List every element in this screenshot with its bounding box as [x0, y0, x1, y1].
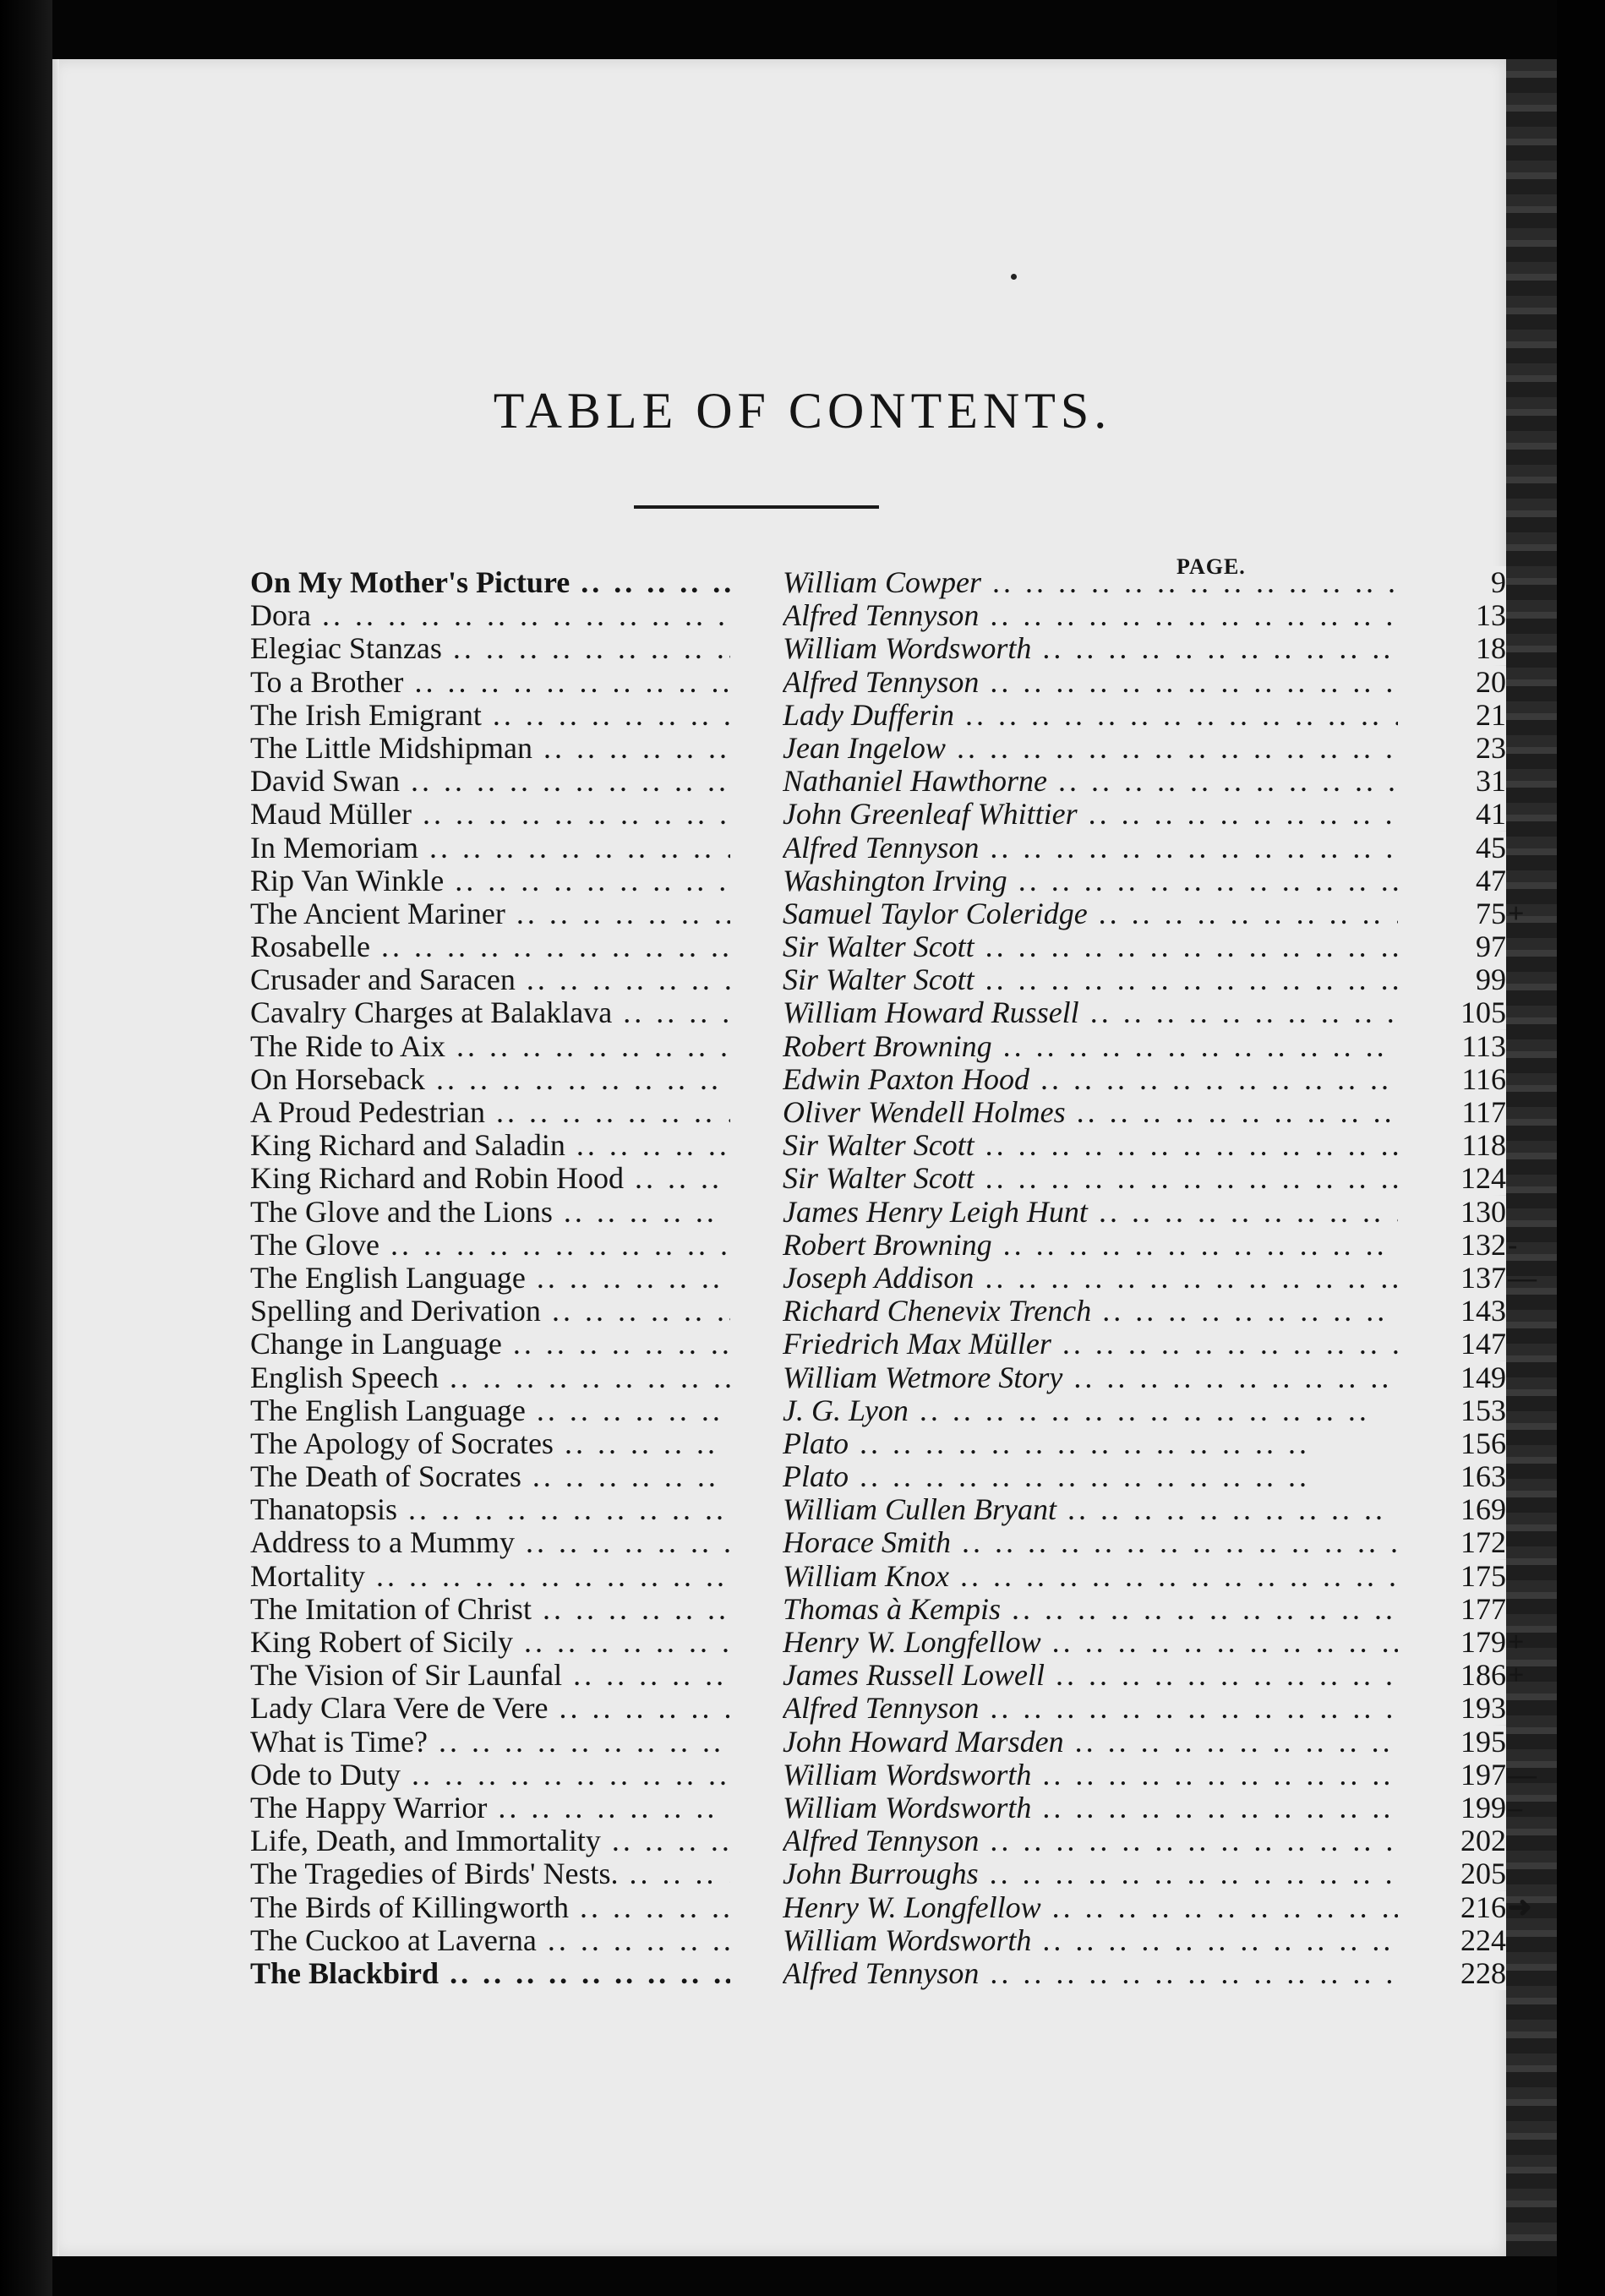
- entry-page-number: 45: [1406, 832, 1506, 864]
- entry-title: To a Brother .. ..: [250, 666, 730, 699]
- toc-entry: [250, 1824, 1506, 1858]
- entry-page-number: 105: [1406, 996, 1506, 1029]
- entry-author: Lady Dufferin .. ..: [783, 699, 1398, 732]
- entry-author: Alfred Tennyson .. ..: [783, 666, 1398, 699]
- entry-author: Alfred Tennyson .. ..: [783, 599, 1398, 632]
- entry-author: Sir Walter Scott .. ..: [783, 930, 1398, 963]
- entry-page-number: 177: [1406, 1593, 1506, 1626]
- entry-title: The Cuckoo at Laverna .. ..: [250, 1924, 730, 1957]
- toc-entry: [250, 963, 1506, 997]
- entry-title: Dora .. ..: [250, 599, 730, 632]
- scan-right-border: [1557, 0, 1605, 2296]
- entry-page-number: 228: [1406, 1957, 1506, 1990]
- entry-author: John Burroughs .. ..: [783, 1857, 1398, 1890]
- entry-title: Elegiac Stanzas .. ..: [250, 632, 730, 665]
- entry-author: Horace Smith .. ..: [783, 1526, 1398, 1559]
- entry-title: The Death of Socrates .. ..: [250, 1460, 730, 1493]
- entry-page-number: 124: [1406, 1162, 1506, 1195]
- entry-title: Cavalry Charges at Balaklava .. ..: [250, 996, 730, 1029]
- page-title: TABLE OF CONTENTS.: [493, 383, 1112, 439]
- toc-entry: [250, 631, 1506, 666]
- toc-entry: [250, 1525, 1506, 1560]
- entry-author: Sir Walter Scott .. ..: [783, 963, 1398, 996]
- entry-page-number: 224: [1406, 1924, 1506, 1957]
- entry-title: In Memoriam .. ..: [250, 832, 730, 864]
- entry-page-number: 113: [1406, 1030, 1506, 1063]
- entry-author: Plato .. ..: [783, 1460, 1398, 1493]
- entry-author: Thomas à Kempis .. ..: [783, 1593, 1398, 1626]
- toc-entry: [250, 1459, 1506, 1494]
- entry-title: The Irish Emigrant .. ..: [250, 699, 730, 732]
- entry-page-number: 195: [1406, 1726, 1506, 1759]
- entry-page-number: 147: [1406, 1328, 1506, 1361]
- scan-left-border: [0, 0, 52, 2296]
- entry-page-number: 132: [1406, 1229, 1506, 1262]
- entry-title: The Little Midshipman .. ..: [250, 732, 730, 765]
- entry-page-number: 143: [1406, 1295, 1506, 1328]
- entry-author: Joseph Addison .. ..: [783, 1262, 1398, 1295]
- entry-page-number: 116: [1406, 1063, 1506, 1096]
- entry-page-number: 21: [1406, 699, 1506, 732]
- toc-entry: [250, 1128, 1506, 1163]
- entry-author: Alfred Tennyson .. ..: [783, 1692, 1398, 1725]
- entry-author: Oliver Wendell Holmes .. ..: [783, 1096, 1398, 1129]
- entry-author: William Cullen Bryant .. ..: [783, 1493, 1398, 1526]
- handwritten-mark: —: [1508, 1262, 1537, 1294]
- toc-entry: [250, 1955, 1506, 1990]
- entry-author: Sir Walter Scott .. ..: [783, 1129, 1398, 1162]
- entry-title: Change in Language .. ..: [250, 1328, 730, 1361]
- entry-page-number: 199: [1406, 1792, 1506, 1824]
- entry-author: Robert Browning .. ..: [783, 1030, 1398, 1063]
- toc-entry: [250, 1194, 1506, 1229]
- entry-title: Maud Müller .. ..: [250, 798, 730, 831]
- entry-page-number: 163: [1406, 1460, 1506, 1493]
- entry-author: John Greenleaf Whittier .. ..: [783, 798, 1398, 831]
- entry-author: Friedrich Max Müller .. ..: [783, 1328, 1398, 1361]
- entry-author: Sir Walter Scott .. ..: [783, 1162, 1398, 1195]
- entry-title: The Blackbird .. ..: [250, 1957, 730, 1990]
- entry-page-number: 99: [1406, 963, 1506, 996]
- handwritten-mark: -: [1508, 1229, 1518, 1261]
- toc-entry: [250, 1857, 1506, 1891]
- entry-author: J. G. Lyon .. ..: [783, 1394, 1398, 1427]
- entry-author: William Cowper .. ..: [783, 566, 1398, 599]
- toc-entry: [250, 764, 1506, 799]
- entry-author: Plato .. ..: [783, 1427, 1398, 1460]
- entry-page-number: 193: [1406, 1692, 1506, 1725]
- entry-page-number: 31: [1406, 765, 1506, 798]
- handwritten-mark: +: [1508, 1660, 1525, 1692]
- entry-page-number: 75: [1406, 897, 1506, 930]
- entry-title: Crusader and Saracen .. ..: [250, 963, 730, 996]
- entry-author: William Howard Russell .. ..: [783, 996, 1398, 1029]
- toc-entry: [250, 995, 1506, 1030]
- entry-title: The Birds of Killingworth .. ..: [250, 1891, 730, 1924]
- toc-entry: [250, 1890, 1532, 1924]
- entry-title: The Ride to Aix .. ..: [250, 1030, 730, 1063]
- toc-entry: [250, 797, 1506, 832]
- entry-author: Robert Browning .. ..: [783, 1229, 1398, 1262]
- handwritten-mark: –: [1508, 1792, 1522, 1824]
- toc-entry: [250, 1393, 1506, 1427]
- entry-page-number: 169: [1406, 1493, 1506, 1526]
- toc-entry: [250, 598, 1506, 633]
- toc-entry: [250, 1294, 1506, 1328]
- entry-author: Jean Ingelow .. ..: [783, 732, 1398, 765]
- entry-title: A Proud Pedestrian .. ..: [250, 1096, 730, 1129]
- entry-title: Address to a Mummy .. ..: [250, 1526, 730, 1559]
- toc-entry: [250, 1260, 1537, 1295]
- entry-page-number: 197: [1406, 1759, 1506, 1792]
- entry-author: Henry W. Longfellow .. ..: [783, 1891, 1398, 1924]
- entry-title: King Robert of Sicily .. ..: [250, 1626, 730, 1659]
- entry-title: Spelling and Derivation .. ..: [250, 1295, 730, 1328]
- entry-author: William Wordsworth .. ..: [783, 1792, 1398, 1824]
- toc-entry: [250, 930, 1506, 964]
- entry-author: James Henry Leigh Hunt .. ..: [783, 1196, 1398, 1229]
- entry-author: Edwin Paxton Hood .. ..: [783, 1063, 1398, 1096]
- toc-entry: [250, 1625, 1525, 1659]
- table-of-contents-list: [250, 565, 1537, 1990]
- entry-title: The Imitation of Christ .. ..: [250, 1593, 730, 1626]
- toc-entry: [250, 1161, 1506, 1196]
- toc-entry: [250, 565, 1506, 599]
- entry-title: King Richard and Robin Hood .. ..: [250, 1162, 730, 1195]
- toc-entry: [250, 896, 1525, 930]
- entry-page-number: 149: [1406, 1361, 1506, 1394]
- entry-title: On Horseback .. ..: [250, 1063, 730, 1096]
- entry-author: John Howard Marsden .. ..: [783, 1726, 1398, 1759]
- entry-title: The Glove and the Lions .. ..: [250, 1196, 730, 1229]
- entry-page-number: 18: [1406, 632, 1506, 665]
- toc-entry: [250, 1360, 1506, 1394]
- entry-title: The Glove .. ..: [250, 1229, 730, 1262]
- entry-title: The English Language .. ..: [250, 1394, 730, 1427]
- entry-page-number: 137: [1406, 1262, 1506, 1295]
- entry-title: The Apology of Socrates .. ..: [250, 1427, 730, 1460]
- entry-author: Richard Chenevix Trench .. ..: [783, 1295, 1398, 1328]
- entry-page-number: 175: [1406, 1560, 1506, 1593]
- entry-author: Nathaniel Hawthorne .. ..: [783, 765, 1398, 798]
- entry-title: Life, Death, and Immortality .. ..: [250, 1824, 730, 1857]
- entry-page-number: 20: [1406, 666, 1506, 699]
- entry-page-number: 156: [1406, 1427, 1506, 1460]
- entry-page-number: 9: [1406, 566, 1506, 599]
- entry-page-number: 97: [1406, 930, 1506, 963]
- entry-author: Alfred Tennyson .. ..: [783, 1957, 1398, 1990]
- entry-author: William Knox .. ..: [783, 1560, 1398, 1593]
- toc-entry: [250, 664, 1506, 699]
- entry-page-number: 13: [1406, 599, 1506, 632]
- toc-entry: [250, 830, 1506, 864]
- entry-title: The Tragedies of Birds' Nests. .. ..: [250, 1857, 730, 1890]
- entry-page-number: 47: [1406, 864, 1506, 897]
- entry-title: The Ancient Mariner .. ..: [250, 897, 730, 930]
- toc-entry: [250, 863, 1506, 897]
- entry-title: The Vision of Sir Launfal .. ..: [250, 1659, 730, 1692]
- toc-entry: [250, 1426, 1506, 1460]
- entry-author: James Russell Lowell .. ..: [783, 1659, 1398, 1692]
- entry-author: William Wordsworth .. ..: [783, 632, 1398, 665]
- entry-title: David Swan .. ..: [250, 765, 730, 798]
- entry-author: Alfred Tennyson .. ..: [783, 1824, 1398, 1857]
- entry-page-number: 205: [1406, 1857, 1506, 1890]
- toc-entry: [250, 1790, 1522, 1824]
- entry-author: Alfred Tennyson .. ..: [783, 832, 1398, 864]
- toc-entry: [250, 730, 1506, 765]
- entry-title: Thanatopsis .. ..: [250, 1493, 730, 1526]
- entry-page-number: 130: [1406, 1196, 1506, 1229]
- handwritten-mark: ➜: [1508, 1891, 1532, 1923]
- entry-author: William Wordsworth .. ..: [783, 1759, 1398, 1792]
- handwritten-mark: +: [1508, 1627, 1525, 1658]
- handwritten-mark: +: [1508, 897, 1525, 930]
- entry-title: Rip Van Winkle .. ..: [250, 864, 730, 897]
- toc-entry: [250, 697, 1506, 732]
- page-column-label: PAGE.: [1176, 554, 1246, 579]
- entry-title: Lady Clara Vere de Vere .. ..: [250, 1692, 730, 1725]
- entry-author: William Wetmore Story .. ..: [783, 1361, 1398, 1394]
- entry-page-number: 202: [1406, 1824, 1506, 1857]
- toc-entry: [250, 1691, 1506, 1726]
- ink-dot: [1011, 274, 1017, 280]
- entry-page-number: 41: [1406, 798, 1506, 831]
- toc-entry: [250, 1227, 1518, 1262]
- toc-entry: [250, 1492, 1506, 1527]
- entry-title: The Happy Warrior .. ..: [250, 1792, 730, 1824]
- toc-entry: [250, 1922, 1506, 1957]
- toc-entry: [250, 1061, 1506, 1096]
- toc-entry: [250, 1095, 1506, 1129]
- entry-title: Mortality .. ..: [250, 1560, 730, 1593]
- entry-author: William Wordsworth .. ..: [783, 1924, 1398, 1957]
- entry-page-number: 172: [1406, 1526, 1506, 1559]
- toc-entry: [250, 1591, 1506, 1626]
- toc-entry: [250, 1327, 1506, 1361]
- entry-title: What is Time? .. ..: [250, 1726, 730, 1759]
- entry-page-number: 118: [1406, 1129, 1506, 1162]
- entry-title: King Richard and Saladin .. ..: [250, 1129, 730, 1162]
- title-rule-divider: [634, 505, 879, 509]
- entry-author: Henry W. Longfellow .. ..: [783, 1626, 1398, 1659]
- toc-entry: [250, 1724, 1506, 1759]
- toc-entry: [250, 1028, 1506, 1063]
- entry-page-number: 186: [1406, 1659, 1506, 1692]
- entry-title: The English Language .. ..: [250, 1262, 730, 1295]
- entry-page-number: 23: [1406, 732, 1506, 765]
- toc-entry: [250, 1558, 1506, 1593]
- entry-title: Ode to Duty .. ..: [250, 1759, 730, 1792]
- entry-title: On My Mother's Picture .. ..: [250, 566, 730, 599]
- entry-page-number: 179: [1406, 1626, 1506, 1659]
- entry-author: Washington Irving .. ..: [783, 864, 1398, 897]
- entry-page-number: 216: [1406, 1891, 1506, 1924]
- entry-page-number: 117: [1406, 1096, 1506, 1129]
- entry-title: English Speech .. ..: [250, 1361, 730, 1394]
- toc-entry: [250, 1757, 1537, 1792]
- handwritten-mark: —: [1508, 1759, 1537, 1791]
- entry-page-number: 153: [1406, 1394, 1506, 1427]
- toc-entry: [250, 1658, 1525, 1693]
- entry-title: Rosabelle .. ..: [250, 930, 730, 963]
- entry-author: Samuel Taylor Coleridge .. ..: [783, 897, 1398, 930]
